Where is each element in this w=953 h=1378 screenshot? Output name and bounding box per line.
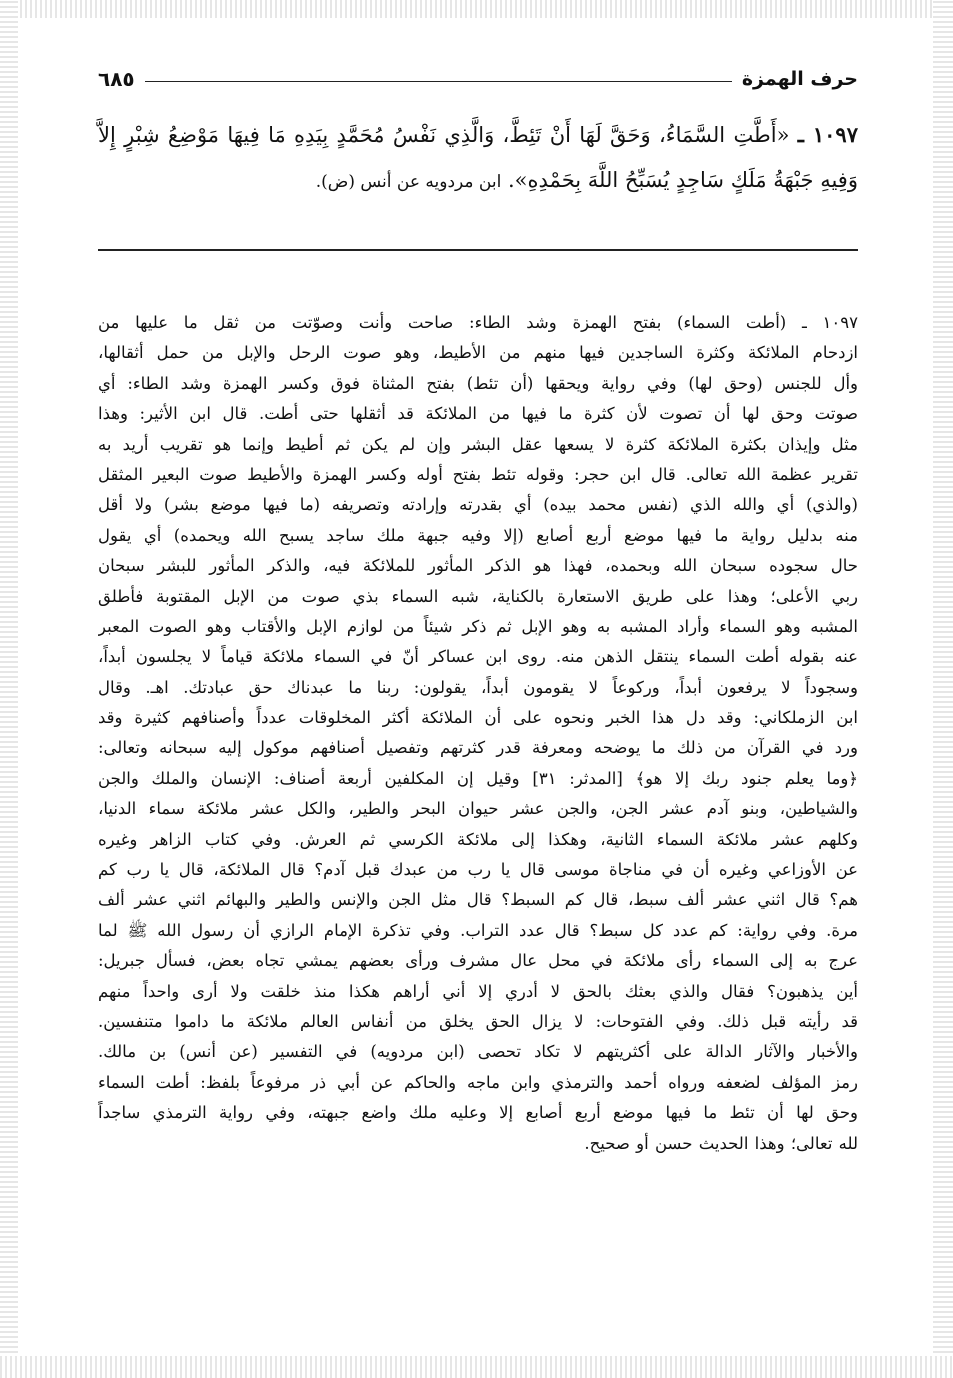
commentary-line: عن الأوزاعي وغيره أن في مناجاة موسى قال يا رب من عبدك قبل آدم؟ قال الملائكة، قال يا رب كم bbox=[98, 860, 858, 880]
commentary-line: والأخبار والآثار الدالة على أكثريتهم لا تكاد تحصى (ابن مردويه) في التفسير (عن أنس) بن مالك. bbox=[98, 1042, 858, 1062]
commentary-line: ربي الأعلى؛ وهذا على طريق الاستعارة بالكناية، شبه السماء بذي صوت من الإبل المقتوبة فأطلق bbox=[98, 586, 858, 606]
commentary-line: حال سجوده سبحان الله وبحمده، فهذا هو الذكر المأثور للملائكة فيه، والذكر المأثور للبشر سبحان bbox=[98, 556, 858, 576]
commentary-line: تقرير عظمة الله تعالى. قال ابن حجر: وقوله تئط بفتح أوله وكسر الهمزة والأطيط صوت البعير المثقل bbox=[98, 464, 858, 484]
commentary-line: (والذي) أي والله الذي (نفس محمد بيده) أي بقدرته وإرادته وتصريفه (ما فيها موضع بشر) ولا أقل bbox=[98, 495, 858, 515]
scan-border-top bbox=[0, 0, 953, 18]
commentary-line: ١٠٩٧ ـ (أطت السماء) بفتح الهمزة وشد الطاء: صاحت وأنت وصوّتت من ثقل ما عليها من bbox=[98, 313, 858, 332]
commentary-line: وسجوداً لا يرفعون أبداً، وركوعاً لا يقومون أبداً، يقولون: ربنا ما عبدناك حق عبادتك. اهـ. وقال bbox=[98, 677, 858, 697]
hadith-text: «أَطَّتِ السَّمَاءُ، وَحَقَّ لَهَا أَنْ تَئِطَّ، وَالَّذِي نَفْسُ مُحَمَّدٍ بِيَدِهِ مَا فِيهَا مَوْضِعُ شِبْرٍ إِلاَّ وَفِيهِ جَبْهَةُ مَلَكٍ سَاجِدٍ يُسَبِّحُ اللَّهَ بِحَمْدِهِ». bbox=[98, 123, 858, 192]
commentary-line: عنه بقوله أطت السماء ينتقل الذهن منه. روى ابن عساكر أنّ في السماء ملائكة قياماً لا يجلسون أبداً، bbox=[98, 647, 858, 667]
commentary-block bbox=[98, 308, 858, 1159]
commentary-line: المشبه وهو السماء وأراد المشبه به وهو الإبل ثم ذكر شيئاً من لوازم الإبل والأقتاب وهو الصوت المعبر bbox=[98, 616, 858, 636]
commentary-line: ورد في القرآن من ذلك ما يوضحه ومعرفة قدر كثرتهم وتفصيل أصنافهم موكول إليه سبحانه وتعالى: bbox=[98, 738, 858, 758]
commentary-line: رمز المؤلف لضعفه ورواه أحمد والترمذي وابن ماجه والحاكم عن أبي ذر مرفوعاً بلفظ: أطت السماء bbox=[98, 1072, 858, 1092]
commentary-line: مثل وإيذان بكثرة الملائكة كثرة لا يسعها عقل البشر وإن لم يكن ثم أطيط وإنما هو تقريب أريد به bbox=[98, 434, 858, 454]
commentary-line: وحق لها أن تئط ما فيها موضع أربع أصابع إلا وعليه ملك واضع جبهته، وفي رواية الترمذي ساجداً bbox=[98, 1103, 858, 1123]
commentary-line: منه بدليل رواية ما فيها موضع أربع أصابع (إلا وفيه جبهة ملك ساجد يسبح الله ويحمده) أي يقول bbox=[98, 525, 858, 545]
scan-border-right bbox=[933, 0, 953, 1378]
commentary-line: صوتت وحق لها أن تصوت لأن كثرة ما فيها من الملائكة قد أثقلها حتى أطت. قال ابن الأثير: وهذا bbox=[98, 404, 858, 424]
commentary-line: ابن الزملكاني: وقد دل هذا الخبر ونحوه على أن الملائكة أكثر المخلوقات عدداً وأصنافهم كثيرة وقد bbox=[98, 708, 858, 728]
chapter-title: حرف الهمزة bbox=[741, 68, 858, 90]
commentary-line: ازدحام الملائكة وكثرة الساجدين فيها منهم من الأطيط، وهو صوت الرحل والإبل من حمل أثقالها، bbox=[98, 343, 858, 363]
hadith-text-block bbox=[98, 112, 858, 205]
commentary-line: هم؟ قال اثني عشر ألف سبط، قال كم السبط؟ قال مثل الجن والإنس والطير والبهائم اثني عشر ألف bbox=[98, 890, 858, 910]
hadith-number: ١٠٩٧ ـ bbox=[797, 122, 858, 147]
commentary-line: وأل للجنس (وحق لها) وفي رواية ويحقها (أن تئط) بفتح المثناة فوق وكسر الهمزة وشد الطاء: أي bbox=[98, 373, 858, 393]
commentary-line: والشياطين، وبنو آدم عشر الجن، والجن عشر حيوان البحر والطير، والكل عشر ملائكة سماء الدنيا، bbox=[98, 799, 858, 819]
section-separator bbox=[98, 249, 858, 251]
running-header bbox=[98, 62, 858, 96]
header-rule bbox=[145, 81, 732, 82]
commentary-line: وكلهم عشر ملائكة السماء الثانية، وهكذا إلى ملائكة الكرسي ثم العرش. وفي كتاب الزاهر وغيره bbox=[98, 829, 858, 849]
commentary-line: عرج به إلى السماء رأى ملائكة في محل عال مشرف ورأى بعضهم يمشي تجاه بعض، فسأل جبريل: bbox=[98, 951, 858, 971]
page-number: ٦٨٥ bbox=[98, 67, 135, 91]
scan-border-bottom bbox=[0, 1356, 953, 1378]
scan-border-left bbox=[0, 0, 18, 1378]
hadith-source: ابن مردويه عن أنس (ض). bbox=[315, 172, 502, 192]
commentary-line: قد رأيته قبل ذلك. وفي الفتوحات: لا يزال الحق يخلق من أنفاس العالم ملائكة ما داموا متنفسين. bbox=[98, 1011, 858, 1031]
commentary-line: لله تعالى؛ وهذا الحديث حسن أو صحيح. bbox=[584, 1133, 858, 1153]
commentary-line: مرة. وفي رواية: كم عدد كل سبط؟ قال عدد التراب. وفي تذكرة الإمام الرازي أن رسول الله ﷺ لما bbox=[98, 920, 858, 940]
commentary-line: أين يذهبون؟ فقال والذي بعثك بالحق لا أدري إلا أني أراهم هكذا منذ خلقت ولا أرى واحداً منهم bbox=[98, 981, 858, 1001]
commentary-line: ﴿وما يعلم جنود ربك إلا هو﴾ [المدثر: ٣١] وقيل إن المكلفين أربعة أصناف: الإنسان والملك والجن bbox=[98, 768, 858, 788]
